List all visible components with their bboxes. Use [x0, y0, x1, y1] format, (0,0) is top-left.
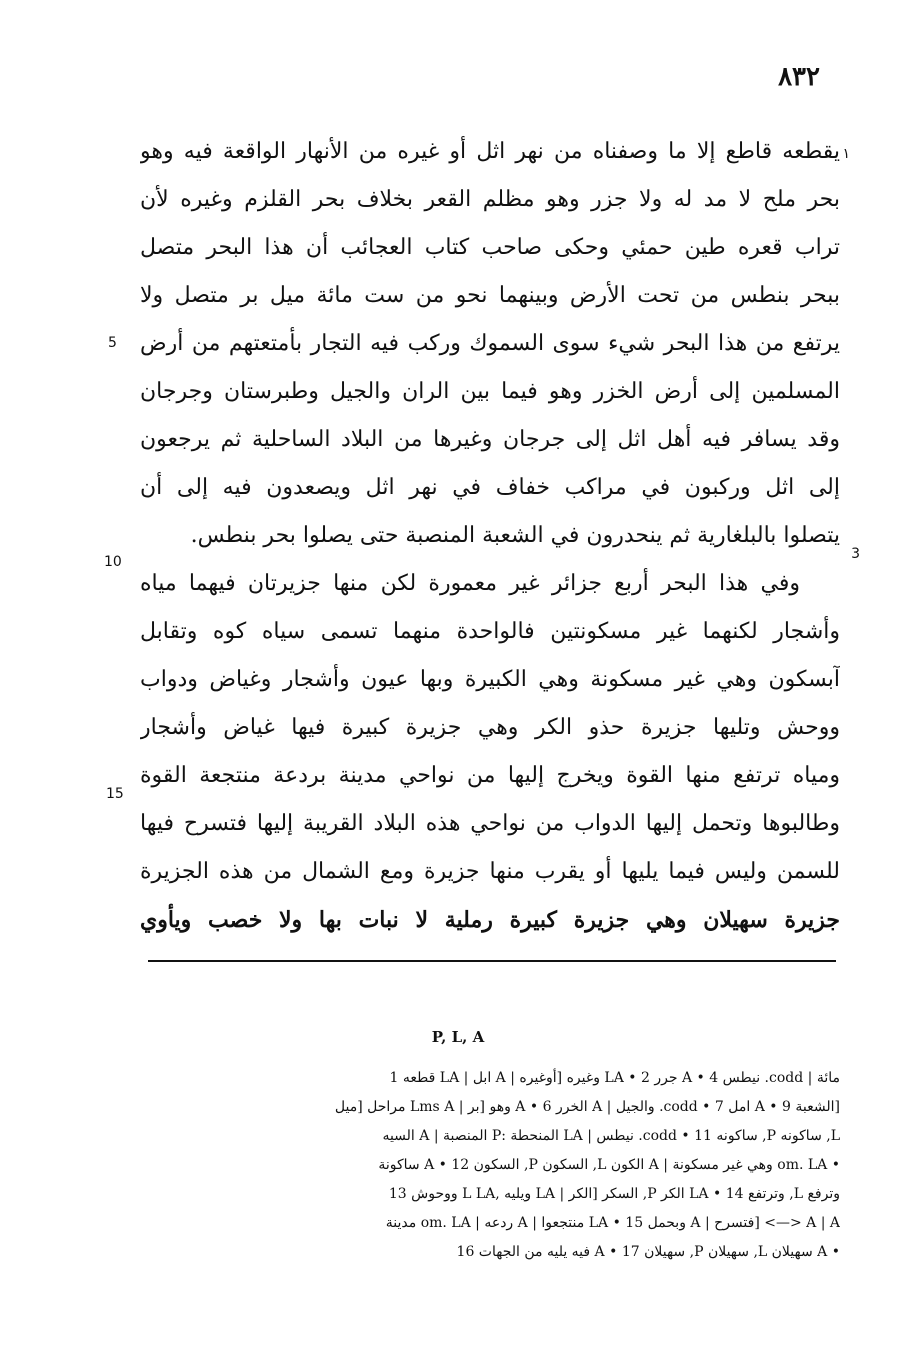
apparatus-line: وترفع L, وترتفع 14 • LA الكر P, السكر [الكر | LA ويليه ,L LA ووحوش 13	[388, 1186, 840, 1202]
apparatus-line: A | A <—> [فتسرح | A وبحمل 15 • LA منتجعوا | A ردعه | om. LA مدينة	[385, 1215, 840, 1231]
apparatus-line: مائة | codd. نيطس 4 • A جرر 2 • LA وغيره [أوغيره | A ابل | LA قطعه 1	[389, 1070, 840, 1086]
margin-number-10: 10	[104, 554, 122, 570]
margin-number-right-1: ١	[842, 146, 850, 162]
text-line: بحر ملح لا مد له ولا جزر وهو مظلم القعر بخلاف بحر القلزم وغيره لأن	[140, 187, 840, 212]
apparatus-line: • om. LA وهي غير مسكونة | A الكون L, السكون P, السكون 12 • A ساكونة	[378, 1157, 840, 1173]
text-line: وفي هذا البحر أربع جزائر غير معمورة لكن منها جزيرتان فيهما مياه	[140, 571, 800, 596]
text-line: تراب قعره طين حمئي وحكى صاحب كتاب العجائب أن هذا البحر متصل	[140, 235, 840, 260]
margin-number-5: 5	[108, 335, 117, 351]
text-line: للسمن وليس فيما يليها أو يقرب منها جزيرة ومع الشمال من هذه الجزيرة	[140, 859, 840, 884]
text-line: إلى اثل وركبون في مراكب خفاف في نهر اثل ويصعدون فيه إلى أن	[140, 475, 840, 500]
text-line: وقد يسافر فيه أهل اثل إلى جرجان وغيرها من البلاد الساحلية ثم يرجعون	[140, 427, 840, 452]
text-line: يتصلوا بالبلغارية ثم ينحدرون في الشعبة المنصبة حتى يصلوا بحر بنطس.	[190, 523, 840, 548]
apparatus-line: [الشعبة 9 • A امل 7 • codd. والجيل | A الخرر 6 • A وهو [بر | Lms A مراحل [ميل	[334, 1099, 840, 1115]
text-line: يرتفع من هذا البحر شيء سوى السموك وركب فيه التجار بأمتعتهم من أرض	[140, 331, 840, 356]
text-line: ووحش وتليها جزيرة حذو الكر وهي جزيرة كبيرة فيها غياض وأشجار	[140, 715, 840, 740]
apparatus-line: L, ساكونه P, ساكونه 11 • codd. نيطس | LA المنحطة :P المنصبة | A السيه	[382, 1128, 840, 1144]
footnote-divider	[148, 960, 836, 962]
apparatus-line: • A سهيلان L, سهيلان P, سهيلان 17 • A فيه يليه من الجهات 16	[456, 1244, 840, 1260]
main-text	[140, 128, 840, 944]
text-line: ببحر بنطس من تحت الأرض وبينهما نحو من ست مائة ميل بر متصل ولا	[140, 283, 840, 308]
text-line: يقطعه قاطع إلا ما وصفناه من نهر اثل أو غيره من الأنهار الواقعة فيه وهو	[140, 139, 840, 164]
text-line: جزيرة سهيلان وهي جزيرة كبيرة رملية لا نبات بها ولا خصب ويأوي	[140, 907, 840, 933]
page-number: ٨٣٢	[778, 62, 820, 92]
text-line: وأشجار لكنهما غير مسكونتين فالواحدة منهما تسمى سياه كوه وتقابل	[140, 619, 840, 644]
text-line: المسلمين إلى أرض الخزر وهو فيما بين الران والجيل وطبرستان وجرجان	[140, 379, 840, 404]
margin-number-right-3: 3	[851, 546, 860, 562]
text-line: آبسكون وهي غير مسكونة وهي الكبيرة وبها عيون وأشجار وغياض ودواب	[140, 667, 840, 692]
margin-number-15: 15	[106, 786, 124, 802]
critical-apparatus	[140, 1064, 840, 1267]
text-line: وطالبوها وتحمل إليها الدواب من نواحي هذه البلاد القريبة إليها فتسرح فيها	[140, 811, 840, 836]
apparatus-sigla: P, L, A	[431, 1028, 485, 1046]
text-line: ومياه ترتفع منها القوة ويخرج إليها من نواحي مدينة بردعة منتجعة القوة	[140, 763, 840, 788]
